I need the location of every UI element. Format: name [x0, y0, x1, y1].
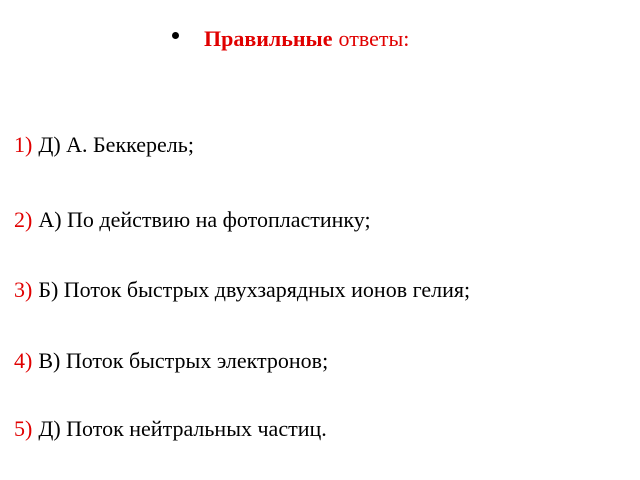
answer-item-1: [14, 132, 194, 158]
answer-number: 2): [14, 207, 33, 232]
answer-number: 3): [14, 277, 33, 302]
title-strong-word: Правильные: [204, 26, 333, 51]
answer-number: 5): [14, 416, 33, 441]
answer-item-5: [14, 416, 327, 442]
title-rest-word: ответы:: [338, 26, 410, 51]
bullet-icon: [172, 32, 179, 39]
answer-number: 1): [14, 132, 33, 157]
slide-title: [172, 22, 409, 56]
answer-item-2: [14, 207, 371, 233]
answer-number: 4): [14, 348, 33, 373]
answer-text: Б) Поток быстрых двухзарядных ионов гелия;: [38, 277, 471, 302]
answer-item-4: [14, 348, 328, 374]
answer-text: Д) Поток нейтральных частиц.: [38, 416, 327, 441]
answer-text: Д) А. Беккерель;: [38, 132, 194, 157]
answer-item-3: [14, 277, 470, 303]
answer-text: В) Поток быстрых электронов;: [38, 348, 329, 373]
answer-text: А) По действию на фотопластинку;: [38, 207, 371, 232]
